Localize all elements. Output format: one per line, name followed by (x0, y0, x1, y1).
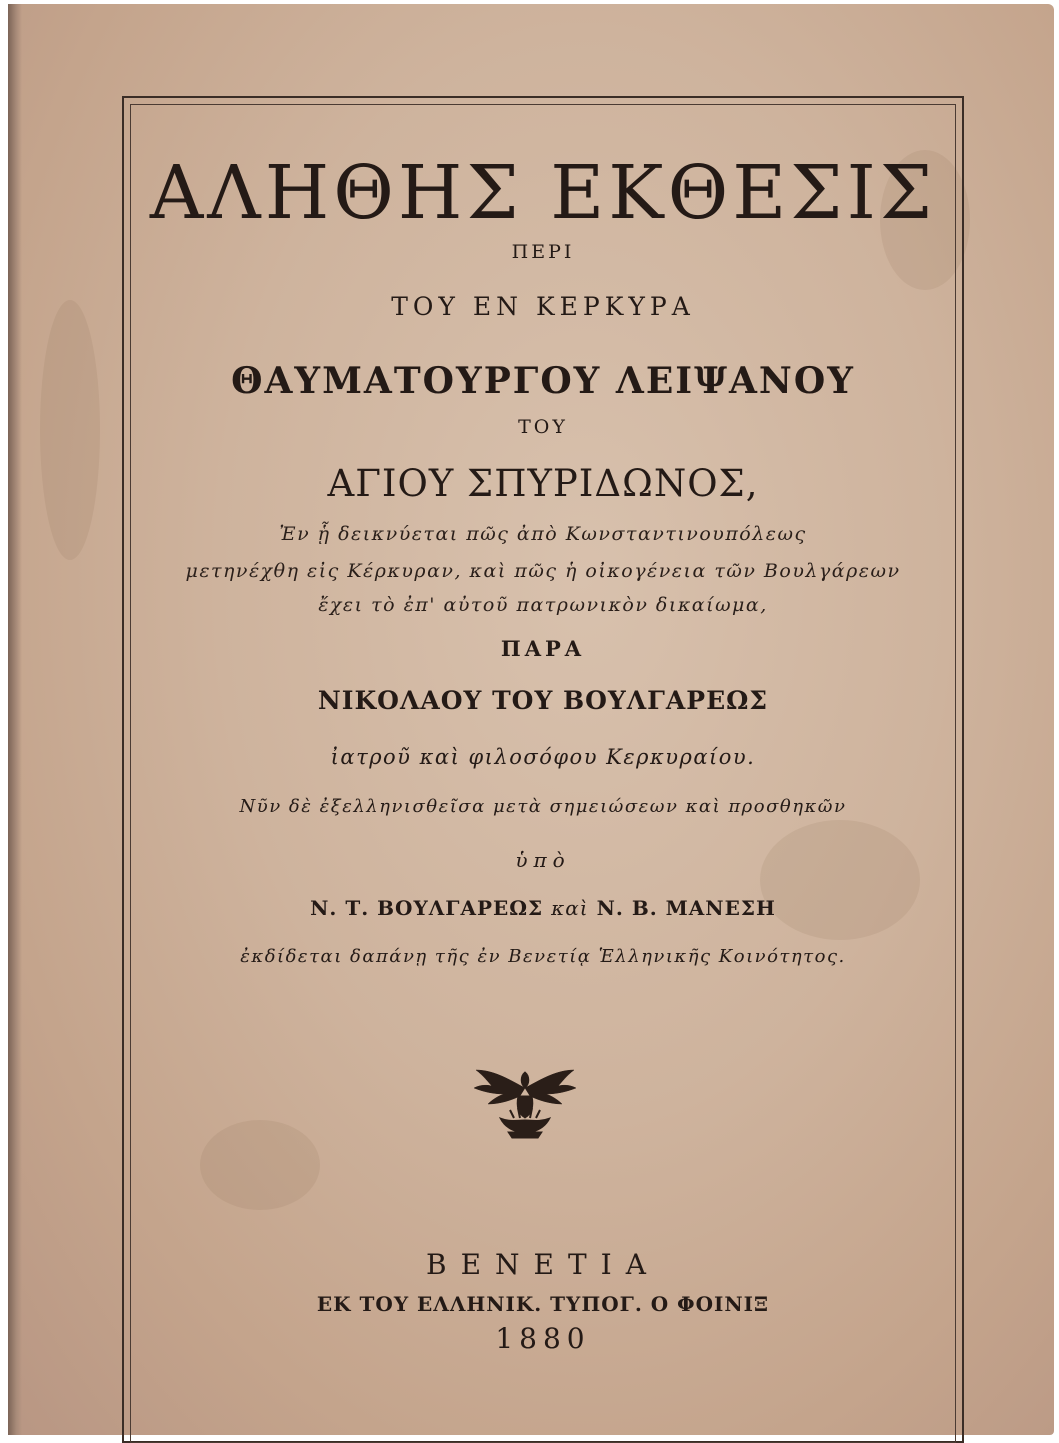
editors-line (130, 896, 956, 920)
editor-first: Ν. Τ. ΒΟΥΛΓΑΡΕΩΣ (310, 896, 544, 920)
translation-note: Νῦν δὲ ἐξελληνισθεῖσα μετὰ σημειώσεων καὶ προσθηκῶν (239, 796, 847, 817)
spine-edge (8, 4, 22, 1435)
description-line: ἔχει τὸ ἐπ' αὐτοῦ πατρωνικὸν δικαίωμα, (318, 594, 768, 616)
paper-stain (40, 300, 100, 560)
description-line: μετηνέχθη εἰς Κέρκυραν, καὶ πῶς ἡ οἰκογένεια τῶν Βουλγάρεων (185, 560, 901, 582)
publication-year: 1880 (495, 1322, 591, 1355)
subtitle-tou: ΤΟΥ (518, 416, 568, 438)
subtitle-peri: ΠΕΡΙ (511, 241, 575, 263)
editor-second: Ν. Β. ΜΑΝΕΣΗ (596, 896, 776, 920)
book-title: ΑΛΗΘΗΣ ΕΚΘΕΣΙΣ (149, 150, 937, 236)
publication-city: ΒΕΝΕΤΙΑ (426, 1248, 660, 1281)
subtitle-agiou-spyridonos: ΑΓΙΟΥ ΣΠΥΡΙΔΩΝΟΣ, (327, 462, 759, 505)
printer-line: ΕΚ ΤΟΥ ΕΛΛΗΝΙΚ. ΤΥΠΟΓ. Ο ΦΟΙΝΙΞ (316, 1292, 770, 1316)
description-line: Ἐν ᾗ δεικνύεται πῶς ἀπὸ Κωνσταντινουπόλεως (279, 523, 807, 545)
subtitle-thaumatourgou: ΘΑΥΜΑΤΟΥΡΓΟΥ ΛΕΙΨΑΝΟΥ (231, 360, 855, 402)
phoenix-emblem-icon (470, 1062, 580, 1142)
publisher-note: ἐκδίδεται δαπάνῃ τῆς ἐν Βενετίᾳ Ἑλληνικῆς Κοινότητος. (240, 946, 846, 967)
author-name: ΝΙΚΟΛΑΟΥ ΤΟΥ ΒΟΥΛΓΑΡΕΩΣ (317, 686, 769, 715)
author-description: ἰατροῦ καὶ φιλοσόφου Κερκυραίου. (330, 745, 756, 769)
subtitle-tou-en-kerkyra: ΤΟΥ ΕΝ ΚΕΡΚΥΡΑ (391, 292, 695, 321)
editors-conjunction: καὶ (551, 896, 589, 920)
by-editors-label: ὑπὸ (515, 848, 571, 872)
by-label: ΠΑΡΑ (500, 636, 586, 661)
